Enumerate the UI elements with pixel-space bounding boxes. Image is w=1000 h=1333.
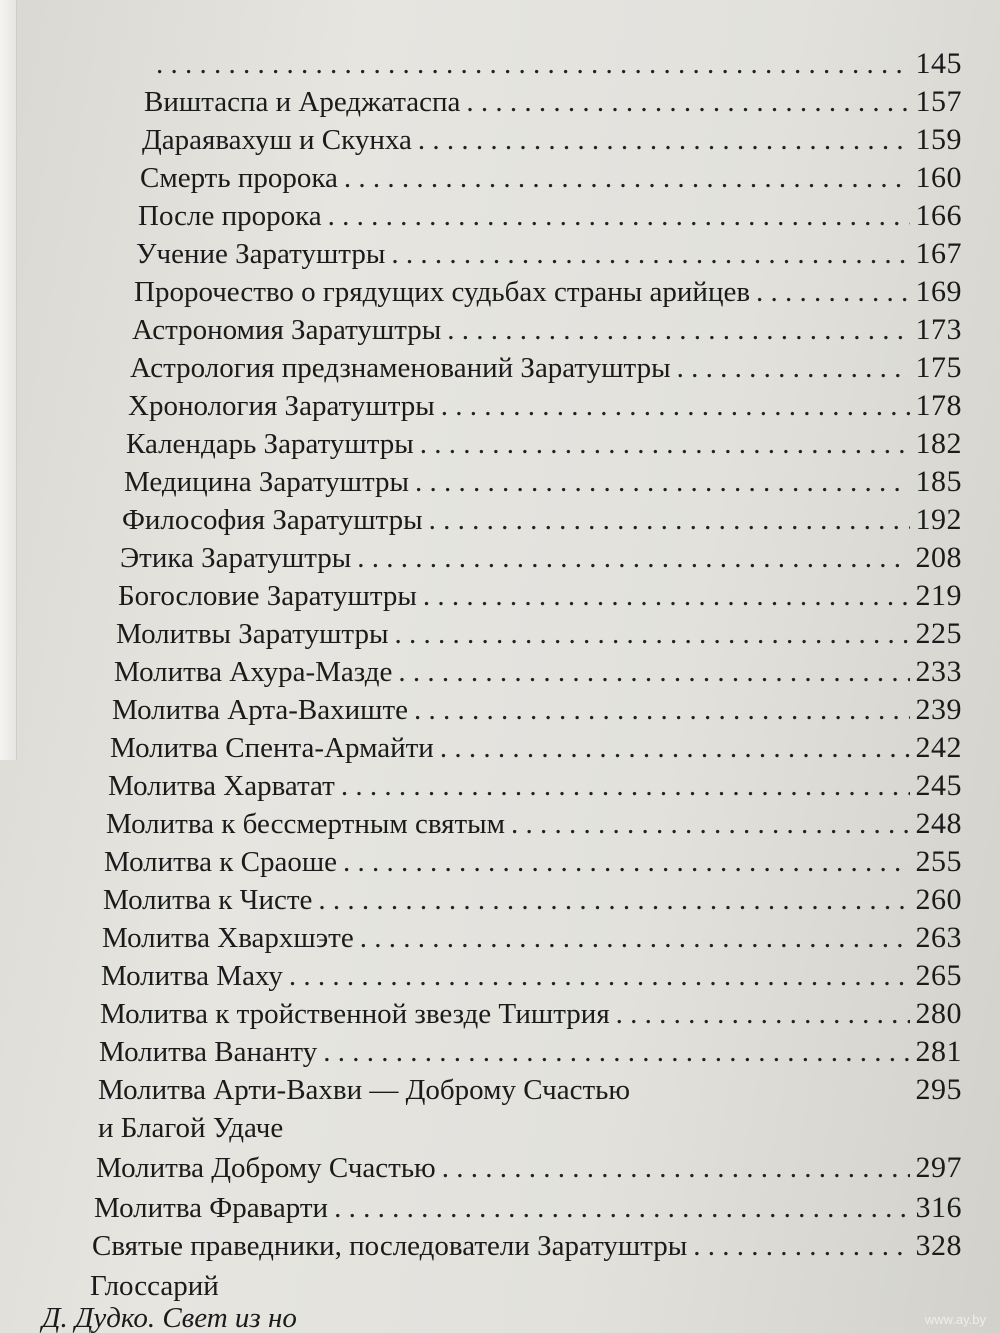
footer-line: Д. Дудко. Свет из но	[42, 1302, 297, 1333]
toc-entry	[128, 388, 962, 424]
toc-entry-page: 219	[915, 579, 962, 612]
toc-entry	[104, 844, 962, 880]
dot-leader	[344, 160, 910, 196]
dot-leader	[391, 236, 909, 272]
toc-entry-title: Молитва Арта-Вахиште	[112, 694, 409, 726]
dot-leader	[511, 806, 910, 842]
toc-entry-title: Философия Заратуштры	[122, 504, 423, 536]
toc-entry-title: Богословие Заратуштры	[118, 580, 417, 612]
watermark: www.ay.by	[924, 1312, 986, 1327]
toc-entry-page: 169	[915, 275, 962, 308]
toc-entry-title: Молитва Арти-Вахви — Доброму Счастью	[98, 1074, 631, 1106]
toc-entry	[124, 464, 962, 500]
toc-entry-title: Молитва Хвархшэте	[102, 922, 354, 954]
toc-entry-page: 173	[915, 313, 962, 346]
toc-entry-page: 166	[915, 199, 962, 232]
toc-entry	[130, 350, 962, 386]
toc-entry	[132, 312, 962, 348]
toc-entry-page: 242	[915, 731, 962, 764]
toc-entry-page: 297	[915, 1151, 962, 1184]
toc-entry-page: 295	[915, 1073, 962, 1106]
toc-entry	[126, 426, 962, 462]
toc-entry	[96, 1150, 962, 1186]
dot-leader	[429, 502, 910, 538]
dot-leader	[616, 996, 910, 1032]
toc-entry-page: 159	[915, 123, 962, 156]
toc-entry	[118, 578, 962, 614]
toc-entry-title: Молитва Фраварти	[94, 1192, 329, 1224]
toc-entry-page: 145	[915, 47, 962, 80]
dot-leader	[357, 540, 909, 576]
dot-leader	[414, 692, 909, 728]
toc-entry-title: Дараявахуш и Скунха	[142, 124, 412, 156]
toc-entry-title: Молитва к тройственной звезде Тиштрия	[100, 998, 610, 1030]
toc-entry-page: 175	[915, 351, 962, 384]
toc-entry-page: 239	[915, 693, 962, 726]
toc-entry-page: 265	[915, 959, 962, 992]
dot-leader	[418, 122, 910, 158]
dot-leader	[334, 1190, 909, 1226]
toc-entry-page: 280	[915, 997, 962, 1030]
toc-entry-title: Этика Заратуштры	[120, 542, 352, 574]
toc-entry-title: Молитва Доброму Счастью	[96, 1152, 436, 1184]
toc-entry-title: Виштаспа и Ареджатаспа	[144, 86, 461, 118]
dot-leader	[343, 844, 909, 880]
toc-entry-page: 208	[915, 541, 962, 574]
dot-leader	[440, 730, 910, 766]
toc-entry	[116, 616, 962, 652]
toc-entry	[114, 654, 962, 690]
toc-entry-title: Молитва Маху	[101, 960, 283, 992]
dot-leader	[693, 1228, 909, 1264]
dot-leader	[341, 768, 910, 804]
toc-entry-title: Молитва к бессмертным святым	[106, 808, 505, 840]
toc-entry-title: Молитва Спента-Армайти	[110, 732, 434, 764]
dot-leader	[466, 84, 909, 120]
dot-leader	[398, 654, 909, 690]
dot-leader	[318, 882, 909, 918]
toc-entry	[101, 958, 962, 994]
toc-entry	[144, 84, 962, 120]
dot-leader	[360, 920, 910, 956]
toc-entry-page: 263	[915, 921, 962, 954]
toc-entry	[136, 236, 962, 272]
toc-entry	[150, 46, 962, 82]
toc-entry-title: Хронология Заратуштры	[128, 390, 435, 422]
dot-leader	[441, 388, 910, 424]
toc-entry	[99, 1034, 962, 1070]
toc-entry-title: Молитва Ахура-Мазде	[114, 656, 393, 688]
toc-entry	[112, 692, 962, 728]
dot-leader	[420, 426, 910, 462]
toc-entry-glossary	[90, 1268, 390, 1304]
toc-entry-page: 233	[915, 655, 962, 688]
dot-leader	[328, 198, 910, 234]
toc-entry	[138, 198, 962, 234]
toc-entry-title: Пророчество о грядущих судьбах страны арийцев	[134, 276, 751, 308]
dot-leader	[442, 1150, 910, 1186]
toc-entry	[92, 1228, 962, 1264]
toc-entry-page: 167	[915, 237, 962, 270]
toc-entry-page: 225	[915, 617, 962, 650]
toc-entry-title: Святые праведники, последователи Заратуштры	[92, 1230, 688, 1262]
dot-leader	[447, 312, 909, 348]
toc-entry	[108, 768, 962, 804]
toc-entry	[122, 502, 962, 538]
dot-leader	[677, 350, 910, 386]
toc-entry-title: Астрология предзнаменований Заратуштры	[130, 352, 671, 384]
toc-entry-title: Астрономия Заратуштры	[132, 314, 442, 346]
toc-entry-page: 157	[915, 85, 962, 118]
toc-entry-title: После пророка	[138, 200, 322, 232]
toc-entry	[140, 160, 962, 196]
toc-entry	[142, 122, 962, 158]
toc-entry-title: Молитва Вананту	[99, 1036, 318, 1068]
toc-entry-title: Молитвы Заратуштры	[116, 618, 389, 650]
glossary-title: Глоссарий	[90, 1270, 219, 1302]
dot-leader	[756, 274, 909, 310]
toc-entry	[102, 920, 962, 956]
toc-entry-title: Учение Заратуштры	[136, 238, 386, 270]
toc-entry-page: 245	[915, 769, 962, 802]
toc-entry-title: Молитва к Сраоше	[104, 846, 338, 878]
toc-entry-title: Смерть пророка	[140, 162, 338, 194]
toc-entry	[103, 882, 962, 918]
dot-leader	[156, 46, 910, 82]
dot-leader	[323, 1034, 909, 1070]
toc-entry-page: 160	[915, 161, 962, 194]
toc-entry-page: 281	[915, 1035, 962, 1068]
toc-entry-page: 316	[915, 1191, 962, 1224]
toc-entry-page: 260	[915, 883, 962, 916]
toc-entry-title: Молитва к Чисте	[103, 884, 313, 916]
dot-leader	[423, 578, 910, 614]
dot-leader	[415, 464, 909, 500]
toc-entry-page: 178	[915, 389, 962, 422]
toc-entry-continuation: и Благой Удаче	[98, 1112, 284, 1144]
toc-entry-page: 255	[915, 845, 962, 878]
toc-entry	[120, 540, 962, 576]
toc-entry-page: 192	[915, 503, 962, 536]
toc-entry-title: Календарь Заратуштры	[126, 428, 414, 460]
toc-entry-title: Медицина Заратуштры	[124, 466, 410, 498]
toc-entry	[134, 274, 962, 310]
dot-leader	[289, 958, 910, 994]
toc-entry-title: Молитва Харватат	[108, 770, 335, 802]
toc-entry	[98, 1072, 962, 1108]
toc-entry	[106, 806, 962, 842]
toc-entry-page: 328	[915, 1229, 962, 1262]
toc-entry-page: 248	[915, 807, 962, 840]
toc-entry	[94, 1190, 962, 1226]
toc-entry	[110, 730, 962, 766]
toc-entry-page: 185	[915, 465, 962, 498]
dot-leader	[394, 616, 909, 652]
toc-entry-page: 182	[915, 427, 962, 460]
toc-entry	[100, 996, 962, 1032]
